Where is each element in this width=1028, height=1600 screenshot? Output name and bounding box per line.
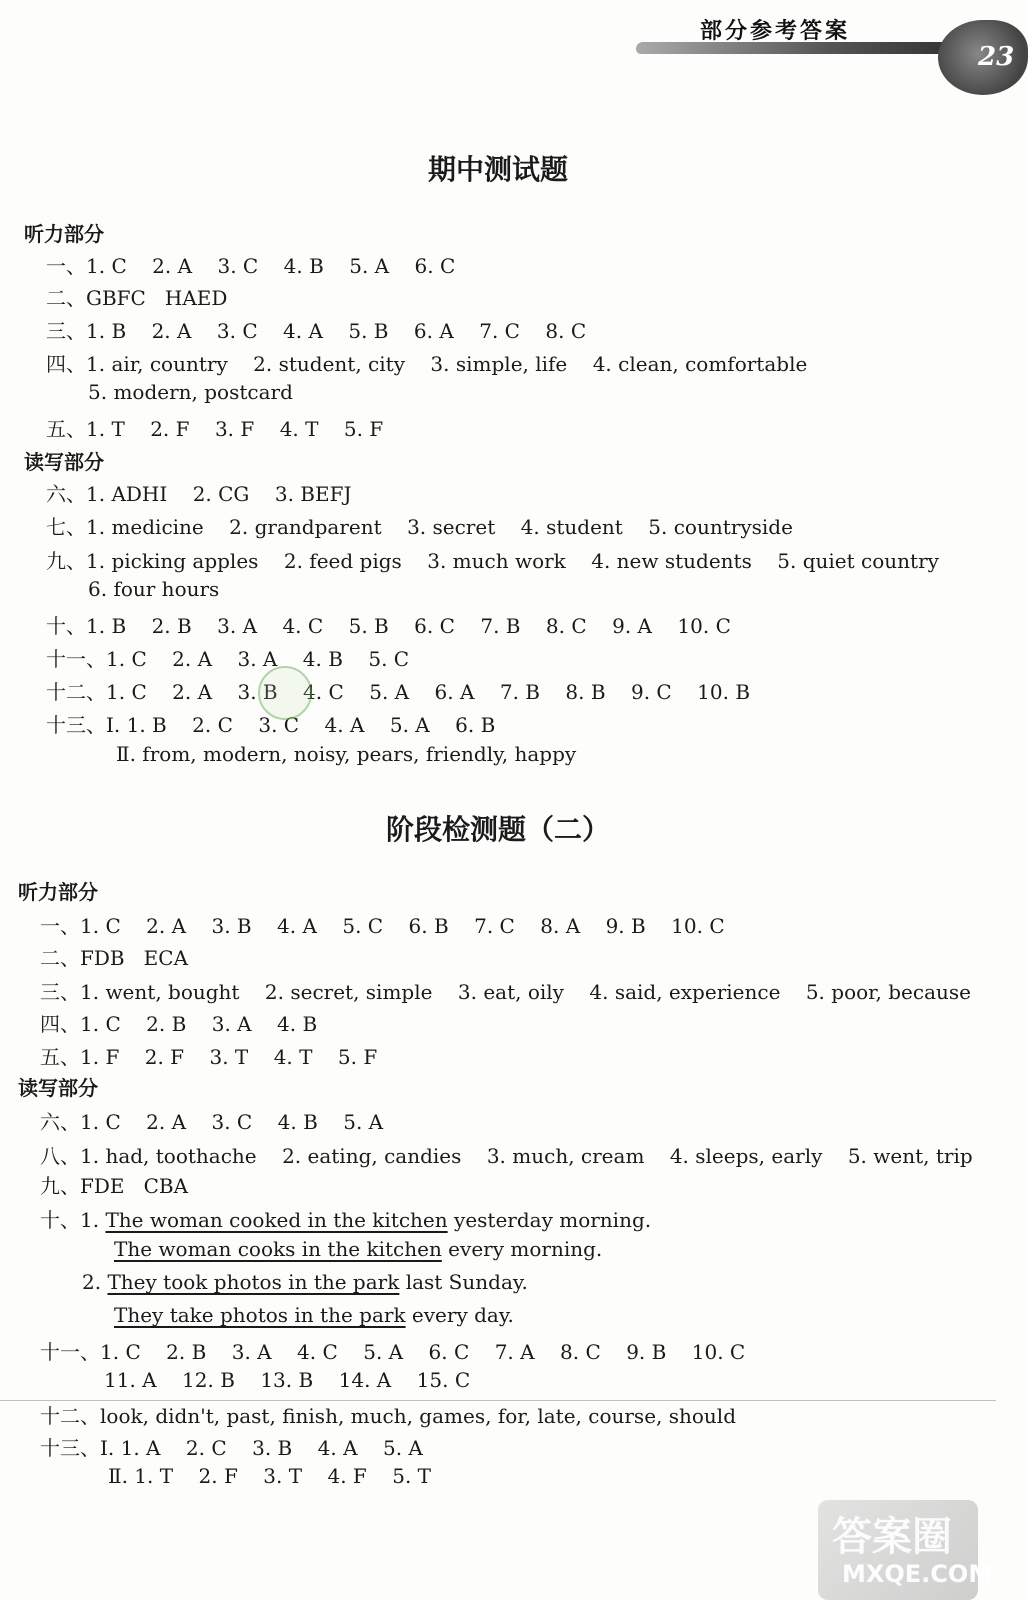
answer-line: 三、1. went, bought 2. secret, simple 3. eat, oily 4. said, experience 5. poor, because (40, 980, 971, 1004)
watermark-stamp (258, 666, 312, 720)
page-number: 23 (978, 42, 1015, 72)
answer-line: 十、1. B 2. B 3. A 4. C 5. B 6. C 7. B 8. C 9. A 10. C (46, 614, 731, 638)
answer-line: They take photos in the park every day. (114, 1303, 514, 1327)
answer-line: 四、1. air, country 2. student, city 3. simple, life 4. clean, comfortable (46, 352, 808, 376)
section-title-midterm: 期中测试题 (427, 153, 568, 186)
watermark-logo-text: 答案圈 (832, 1514, 952, 1560)
part-title-reading: 读写部分 (18, 1076, 98, 1100)
answer-line: Ⅱ. 1. T 2. F 3. T 4. F 5. T (108, 1464, 431, 1488)
answer-line: 十三、Ⅰ. 1. B 2. C 3. C 4. A 5. A 6. B (46, 713, 496, 737)
part-title-listening: 听力部分 (24, 222, 104, 246)
footer-rule (0, 1400, 996, 1401)
answer-line: 11. A 12. B 13. B 14. A 15. C (104, 1368, 471, 1392)
answer-line: Ⅱ. from, modern, noisy, pears, friendly, happy (116, 742, 577, 766)
answer-line: 十二、look, didn't, past, finish, much, games, for, late, course, should (40, 1404, 737, 1428)
answer-line: 二、GBFC HAED (46, 286, 228, 310)
section-title-stage2: 阶段检测题（二） (385, 813, 610, 846)
answer-line: 九、FDE CBA (40, 1174, 189, 1198)
answer-line: 十二、1. C 2. A 3. B 4. C 5. A 6. A 7. B 8. B 9. C 10. B (46, 680, 751, 704)
answer-line: 五、1. F 2. F 3. T 4. T 5. F (40, 1045, 378, 1069)
answer-line: 三、1. B 2. A 3. C 4. A 5. B 6. A 7. C 8. C (46, 319, 587, 343)
answer-line: 六、1. C 2. A 3. C 4. B 5. A (40, 1110, 384, 1134)
watermark-url: MXQE.COM (842, 1560, 993, 1588)
answer-line: 四、1. C 2. B 3. A 4. B (40, 1012, 318, 1036)
answer-line: 十一、1. C 2. A 3. A 4. B 5. C (46, 647, 410, 671)
answer-line: 一、1. C 2. A 3. C 4. B 5. A 6. C (46, 254, 456, 278)
answer-line: 九、1. picking apples 2. feed pigs 3. much work 4. new students 5. quiet country (46, 549, 939, 573)
answer-line: 2. They took photos in the park last Sunday. (82, 1270, 528, 1294)
answer-line: The woman cooks in the kitchen every morning. (114, 1237, 603, 1261)
answer-line: 七、1. medicine 2. grandparent 3. secret 4. student 5. countryside (46, 515, 793, 539)
answer-line: 十三、Ⅰ. 1. A 2. C 3. B 4. A 5. A (40, 1436, 423, 1460)
part-title-listening: 听力部分 (18, 880, 98, 904)
answer-line: 八、1. had, toothache 2. eating, candies 3. much, cream 4. sleeps, early 5. went, trip (40, 1144, 973, 1168)
answer-line: 二、FDB ECA (40, 946, 189, 970)
header-title: 部分参考答案 (700, 19, 851, 44)
answer-line: 五、1. T 2. F 3. F 4. T 5. F (46, 417, 384, 441)
answer-line: 十一、1. C 2. B 3. A 4. C 5. A 6. C 7. A 8. C 9. B 10. C (40, 1340, 746, 1364)
answer-line: 十、1. The woman cooked in the kitchen yesterday morning. (40, 1208, 652, 1232)
part-title-reading: 读写部分 (24, 450, 104, 474)
answer-line: 六、1. ADHI 2. CG 3. BEFJ (46, 482, 352, 506)
answer-line: 一、1. C 2. A 3. B 4. A 5. C 6. B 7. C 8. A 9. B 10. C (40, 914, 725, 938)
answer-line: 5. modern, postcard (88, 380, 293, 404)
answer-line: 6. four hours (88, 577, 220, 601)
